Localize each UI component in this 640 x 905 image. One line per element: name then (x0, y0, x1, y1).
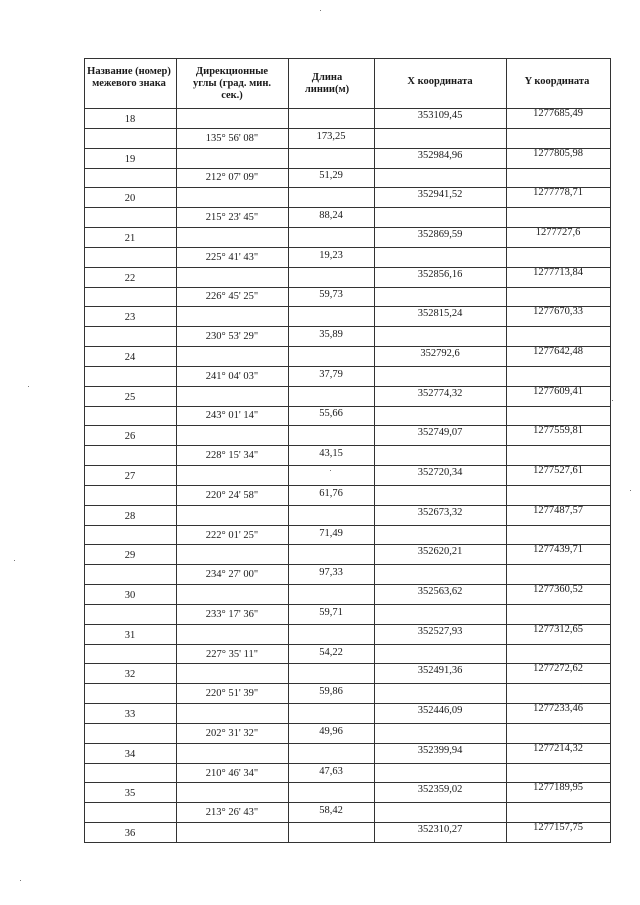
table-row-line (84, 564, 611, 565)
directional-angle: 226° 45' 25" (205, 291, 259, 302)
y-coordinate: 1277778,71 (533, 187, 583, 198)
y-coordinate: 1277527,61 (533, 465, 583, 476)
line-length: 47,63 (319, 766, 343, 777)
x-coordinate: 352359,02 (417, 784, 463, 795)
marker-number: 24 (124, 352, 136, 363)
scan-speck (330, 470, 331, 471)
table-column-line (374, 58, 375, 842)
x-coordinate: 352815,24 (417, 308, 463, 319)
table-row-line (84, 525, 611, 526)
x-coordinate: 352673,32 (417, 507, 463, 518)
y-coordinate: 1277189,95 (533, 782, 583, 793)
scan-speck (20, 880, 21, 881)
table-column-line (610, 58, 611, 842)
marker-number: 26 (124, 431, 136, 442)
x-coordinate: 352984,96 (417, 150, 463, 161)
table-bottom-line (84, 842, 611, 843)
marker-number: 32 (124, 669, 136, 680)
y-coordinate: 1277805,98 (533, 148, 583, 159)
table-row-line (84, 207, 611, 208)
table-row-line (84, 485, 611, 486)
y-coordinate: 1277233,46 (533, 703, 583, 714)
directional-angle: 135° 56' 08" (205, 133, 259, 144)
x-coordinate: 352941,52 (417, 189, 463, 200)
x-coordinate: 352856,16 (417, 269, 463, 280)
table-row-line (84, 287, 611, 288)
x-coordinate: 352720,34 (417, 467, 463, 478)
marker-number: 30 (124, 590, 136, 601)
line-length: 97,33 (319, 567, 343, 578)
marker-number: 35 (124, 788, 136, 799)
line-length: 19,23 (319, 250, 343, 261)
line-length: 51,29 (319, 170, 343, 181)
table-row-line (84, 683, 611, 684)
table-row-line (84, 445, 611, 446)
marker-number: 36 (124, 828, 136, 839)
table-row-line (84, 763, 611, 764)
line-length: 59,86 (319, 686, 343, 697)
marker-number: 28 (124, 511, 136, 522)
header-y: Y координата (524, 76, 590, 87)
directional-angle: 210° 46' 34" (205, 768, 259, 779)
directional-angle: 220° 51' 39" (205, 688, 259, 699)
scan-speck (612, 400, 613, 401)
marker-number: 29 (124, 550, 136, 561)
marker-number: 23 (124, 312, 136, 323)
y-coordinate: 1277272,62 (533, 663, 583, 674)
directional-angle: 215° 23' 45" (205, 212, 259, 223)
table-row-line (84, 168, 611, 169)
y-coordinate: 1277642,48 (533, 346, 583, 357)
x-coordinate: 353109,45 (417, 110, 463, 121)
marker-number: 27 (124, 471, 136, 482)
scan-speck (630, 490, 631, 491)
x-coordinate: 352792,6 (420, 348, 460, 359)
table-top-line (84, 58, 611, 59)
header-length: Длина линии(м) (304, 72, 350, 95)
line-length: 49,96 (319, 726, 343, 737)
y-coordinate: 1277609,41 (533, 386, 583, 397)
directional-angle: 212° 07' 09" (205, 172, 259, 183)
directional-angle: 220° 24' 58" (205, 490, 259, 501)
directional-angle: 227° 35' 11" (206, 649, 258, 660)
marker-number: 19 (124, 154, 136, 165)
y-coordinate: 1277685,49 (533, 108, 583, 119)
x-coordinate: 352749,07 (417, 427, 463, 438)
scan-speck (28, 386, 29, 387)
table-row-line (84, 366, 611, 367)
line-length: 37,79 (319, 369, 343, 380)
x-coordinate: 352527,93 (417, 626, 463, 637)
line-length: 173,25 (316, 131, 346, 142)
header-x: X координата (407, 76, 473, 87)
line-length: 61,76 (319, 488, 343, 499)
marker-number: 18 (124, 114, 136, 125)
y-coordinate: 1277214,32 (533, 743, 583, 754)
directional-angle: 241° 04' 03" (205, 371, 259, 382)
marker-number: 21 (124, 233, 136, 244)
y-coordinate: 1277487,57 (533, 505, 583, 516)
line-length: 35,89 (319, 329, 343, 340)
directional-angle: 228° 15' 34" (205, 450, 259, 461)
table-row-line (84, 406, 611, 407)
line-length: 43,15 (319, 448, 343, 459)
directional-angle: 225° 41' 43" (205, 252, 259, 263)
line-length: 54,22 (319, 647, 343, 658)
header-name: Название (номер) межевого знака (87, 66, 171, 89)
x-coordinate: 352563,62 (417, 586, 463, 597)
table-row-line (84, 604, 611, 605)
table-row-line (84, 723, 611, 724)
x-coordinate: 352491,36 (417, 665, 463, 676)
line-length: 71,49 (319, 528, 343, 539)
table-column-line (84, 58, 85, 842)
directional-angle: 234° 27' 00" (205, 569, 259, 580)
directional-angle: 202° 31' 32" (205, 728, 259, 739)
directional-angle: 222° 01' 25" (205, 530, 259, 541)
marker-number: 31 (124, 630, 136, 641)
marker-number: 33 (124, 709, 136, 720)
y-coordinate: 1277360,52 (533, 584, 583, 595)
y-coordinate: 1277157,75 (533, 822, 583, 833)
x-coordinate: 352399,94 (417, 745, 463, 756)
y-coordinate: 1277713,84 (533, 267, 583, 278)
header-angle: Дирекционные углы (град. мин. сек.) (193, 66, 271, 101)
x-coordinate: 352869,59 (417, 229, 463, 240)
line-length: 59,73 (319, 289, 343, 300)
scan-speck (320, 10, 321, 11)
marker-number: 22 (124, 273, 136, 284)
line-length: 59,71 (319, 607, 343, 618)
x-coordinate: 352446,09 (417, 705, 463, 716)
line-length: 58,42 (319, 805, 343, 816)
y-coordinate: 1277727,6 (535, 227, 581, 238)
y-coordinate: 1277670,33 (533, 306, 583, 317)
scan-speck (14, 560, 15, 561)
directional-angle: 230° 53' 29" (205, 331, 259, 342)
y-coordinate: 1277559,81 (533, 425, 583, 436)
directional-angle: 243° 01' 14" (205, 410, 259, 421)
y-coordinate: 1277312,65 (533, 624, 583, 635)
table-row-line (84, 802, 611, 803)
table-column-line (506, 58, 507, 842)
directional-angle: 213° 26' 43" (205, 807, 259, 818)
line-length: 55,66 (319, 408, 343, 419)
marker-number: 34 (124, 749, 136, 760)
table-row-line (84, 247, 611, 248)
table-row-line (84, 644, 611, 645)
marker-number: 20 (124, 193, 136, 204)
line-length: 88,24 (319, 210, 343, 221)
table-row-line (84, 326, 611, 327)
marker-number: 25 (124, 392, 136, 403)
x-coordinate: 352310,27 (417, 824, 463, 835)
x-coordinate: 352620,21 (417, 546, 463, 557)
x-coordinate: 352774,32 (417, 388, 463, 399)
directional-angle: 233° 17' 36" (205, 609, 259, 620)
table-row-line (84, 128, 611, 129)
y-coordinate: 1277439,71 (533, 544, 583, 555)
